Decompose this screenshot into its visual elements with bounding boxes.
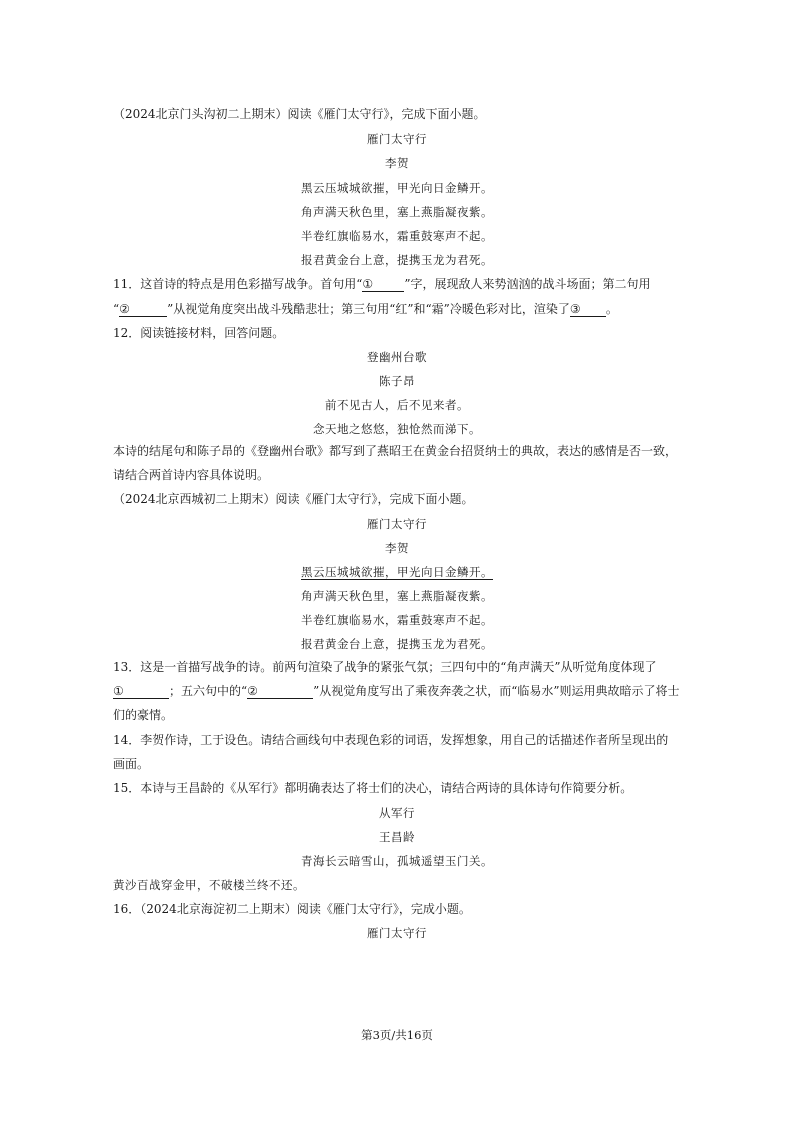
poem-title: 雁门太守行	[367, 517, 427, 531]
question-11-line2: “② ”从视觉角度突出战斗残酷悲壮；第三句用“红”和“霜”冷暖色彩对比，渲染了③ 。	[113, 302, 618, 316]
poem-line: 黑云压城城欲摧，甲光向日金鳞开。	[301, 181, 493, 195]
poem-line: 半卷红旗临易水，霜重鼓寒声不起。	[301, 613, 493, 627]
section-intro-xicheng: （2024北京西城初二上期末）阅读《雁门太守行》，完成下面小题。	[113, 492, 474, 506]
blank-1: ①	[113, 684, 169, 699]
question-number: 16．	[113, 902, 141, 916]
question-12: 12．阅读链接材料，回答问题。	[113, 326, 285, 340]
poem-author: 陈子昂	[379, 374, 415, 388]
question-13-line1: 13．这是一首描写战争的诗。前两句渲染了战争的紧张气氛；三四句中的“角声满天”从听觉角度体现了	[113, 660, 657, 674]
blank-2: ②	[119, 302, 167, 317]
question-13-line2: ① ；五六句中的“② ”从视觉角度写出了乘夜奔袭之状，而“临易水”则运用典故暗示了将士	[113, 684, 680, 698]
question-12-text: 本诗的结尾句和陈子昂的《登幽州台歌》都写到了燕昭王在黄金台招贤纳士的典故，表达的感情是否一致，	[113, 444, 678, 458]
poem-title: 登幽州台歌	[367, 350, 427, 364]
blank-3: ③	[570, 302, 606, 317]
poem-author: 李贺	[385, 541, 409, 555]
underlined-line: 黑云压城城欲摧，甲光向日金鳞开。	[301, 565, 493, 579]
blank-2: ②	[247, 684, 313, 699]
page-number: 第3页/共16页	[361, 1028, 433, 1042]
question-13-line3: 们的豪情。	[113, 708, 174, 722]
question-number: 15．	[113, 781, 141, 795]
poem-title: 雁门太守行	[367, 132, 427, 146]
question-number: 14．	[113, 733, 141, 747]
question-14-line1: 14．李贺作诗，工于设色。请结合画线句中表现色彩的词语，发挥想象，用自己的话描述作者所呈现出的	[113, 733, 669, 747]
section-intro-mentougou: （2024北京门头沟初二上期末）阅读《雁门太守行》，完成下面小题。	[113, 107, 486, 121]
poem-line: 报君黄金台上意，提携玉龙为君死。	[301, 253, 493, 267]
question-15: 15．本诗与王昌龄的《从军行》都明确表达了将士们的决心，请结合两诗的具体诗句作简要分析。	[113, 781, 633, 795]
poem-author: 李贺	[385, 156, 409, 170]
poem-line: 报君黄金台上意，提携玉龙为君死。	[301, 637, 493, 651]
question-14-line2: 画面。	[113, 757, 150, 771]
poem-line: 黄沙百战穿金甲，不破楼兰终不还。	[113, 878, 305, 892]
poem-title: 从军行	[379, 806, 415, 820]
poem-title: 雁门太守行	[367, 926, 427, 940]
poem-line: 角声满天秋色里，塞上燕脂凝夜紫。	[301, 205, 493, 219]
question-number: 11．	[113, 277, 141, 291]
blank-1: ①	[362, 277, 404, 292]
poem-line: 青海长云暗雪山，孤城遥望玉门关。	[301, 854, 493, 868]
poem-line: 角声满天秋色里，塞上燕脂凝夜紫。	[301, 589, 493, 603]
poem-line: 前不见古人，后不见来者。	[325, 398, 469, 412]
question-16: 16．（2024北京海淀初二上期末）阅读《雁门太守行》，完成小题。	[113, 902, 471, 916]
poem-line: 念天地之悠悠，独怆然而涕下。	[313, 422, 481, 436]
poem-line-underlined	[0, 564, 794, 580]
question-12-text: 请结合两首诗内容具体说明。	[113, 468, 270, 482]
poem-author: 王昌龄	[379, 830, 415, 844]
question-11-line1: 11．这首诗的特点是用色彩描写战争。首句用“① ”字，展现敌人来势汹汹的战斗场面；第二句用	[113, 277, 651, 291]
poem-line: 半卷红旗临易水，霜重鼓寒声不起。	[301, 229, 493, 243]
question-number: 12．	[113, 326, 141, 340]
question-number: 13．	[113, 660, 141, 674]
